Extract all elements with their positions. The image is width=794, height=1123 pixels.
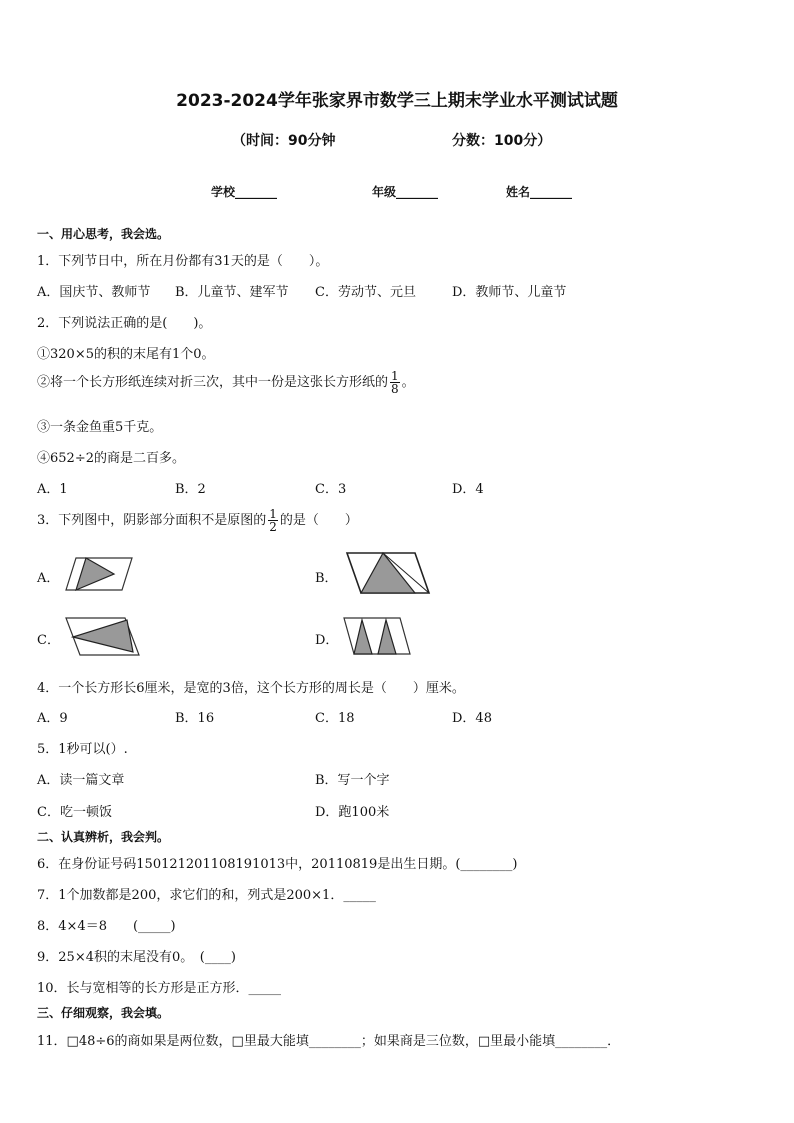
section-3-heading: 三、仔细观察，我会填。 bbox=[37, 1006, 170, 1020]
q4-option-a: A．9 bbox=[37, 711, 68, 726]
figure-d-parallelogram bbox=[342, 615, 414, 657]
exam-time: （时间：90分钟 bbox=[232, 133, 336, 149]
q6-text: 6．在身份证号码150121201108191013中，20110819是出生日期。(________) bbox=[37, 857, 518, 872]
q1-option-a: A．国庆节、教师节 bbox=[37, 285, 151, 300]
figure-a-parallelogram bbox=[62, 554, 134, 594]
section-2-heading: 二、认真辨析，我会判。 bbox=[37, 830, 170, 844]
school-field: 学校_______ bbox=[211, 185, 278, 199]
figure-b-parallelogram bbox=[345, 550, 431, 596]
q3-option-b: B． bbox=[315, 571, 338, 586]
q2-statement-2-text: ②将一个长方形纸连续对折三次，其中一份是这张长方形纸的 bbox=[37, 375, 389, 390]
grade-field: 年级_______ bbox=[372, 185, 439, 199]
q3-stem: 3．下列图中，阴影部分面积不是原图的 $\frac{1}{2}$ 的是（ ） bbox=[37, 507, 358, 534]
q5-option-a: A．读一篇文章 bbox=[37, 773, 125, 788]
q1-option-d: D．教师节、儿童节 bbox=[452, 285, 567, 300]
fraction-one-eighth: $\frac{1}{8}$ bbox=[391, 369, 399, 396]
exam-score: 分数：100分） bbox=[452, 133, 552, 149]
q4-option-c: C．18 bbox=[315, 711, 355, 726]
q5-option-b: B．写一个字 bbox=[315, 773, 390, 788]
q4-option-b: B．16 bbox=[175, 711, 215, 726]
q2-option-b: B．2 bbox=[175, 482, 206, 497]
page-title: 2023-2024学年张家界市数学三上期末学业水平测试试题 bbox=[176, 91, 618, 111]
q3-option-c: C． bbox=[37, 633, 60, 648]
q1-option-c: C．劳动节、元旦 bbox=[315, 285, 416, 300]
q4-option-d: D．48 bbox=[452, 711, 492, 726]
q2-option-d: D．4 bbox=[452, 482, 484, 497]
fraction-one-half: $\frac{1}{2}$ bbox=[269, 507, 277, 534]
q3-option-d: D． bbox=[315, 633, 339, 648]
q7-text: 7．1个加数都是200，求它们的和，列式是200×1．_____ bbox=[37, 888, 376, 903]
q1-option-b: B．儿童节、建军节 bbox=[175, 285, 289, 300]
q10-text: 10．长与宽相等的长方形是正方形．_____ bbox=[37, 981, 282, 996]
q2-statement-1: ①320×5的积的末尾有1个0。 bbox=[37, 347, 215, 362]
q5-option-c: C．吃一顿饭 bbox=[37, 805, 112, 820]
q2-statement-4: ④652÷2的商是二百多。 bbox=[37, 451, 185, 466]
q2-statement-2: ②将一个长方形纸连续对折三次，其中一份是这张长方形纸的 $\frac{1}{8}$ 。 bbox=[37, 369, 415, 396]
section-1-heading: 一、用心思考，我会选。 bbox=[37, 227, 170, 241]
q2-stem: 2．下列说法正确的是( )。 bbox=[37, 316, 212, 331]
q8-text: 8．4×4＝8 (_____) bbox=[37, 919, 176, 934]
q2-option-a: A．1 bbox=[37, 482, 68, 497]
q11-text: 11．□48÷6的商如果是两位数，□里最大能填________；如果商是三位数，□里最小能填________． bbox=[37, 1034, 621, 1049]
q2-statement-3: ③一条金鱼重5千克。 bbox=[37, 420, 163, 435]
q1-stem: 1．下列节日中，所在月份都有31天的是（ ）。 bbox=[37, 254, 329, 269]
name-field: 姓名_______ bbox=[506, 185, 573, 199]
q4-stem: 4．一个长方形长6厘米，是宽的3倍，这个长方形的周长是（ ）厘米。 bbox=[37, 681, 465, 696]
figure-c-parallelogram bbox=[63, 615, 141, 659]
q5-stem: 5．1秒可以(）. bbox=[37, 742, 128, 757]
q3-option-a: A． bbox=[37, 571, 60, 586]
q2-option-c: C．3 bbox=[315, 482, 347, 497]
q9-text: 9．25×4积的末尾没有0。 (____) bbox=[37, 950, 236, 965]
q5-option-d: D．跑100米 bbox=[315, 805, 390, 820]
